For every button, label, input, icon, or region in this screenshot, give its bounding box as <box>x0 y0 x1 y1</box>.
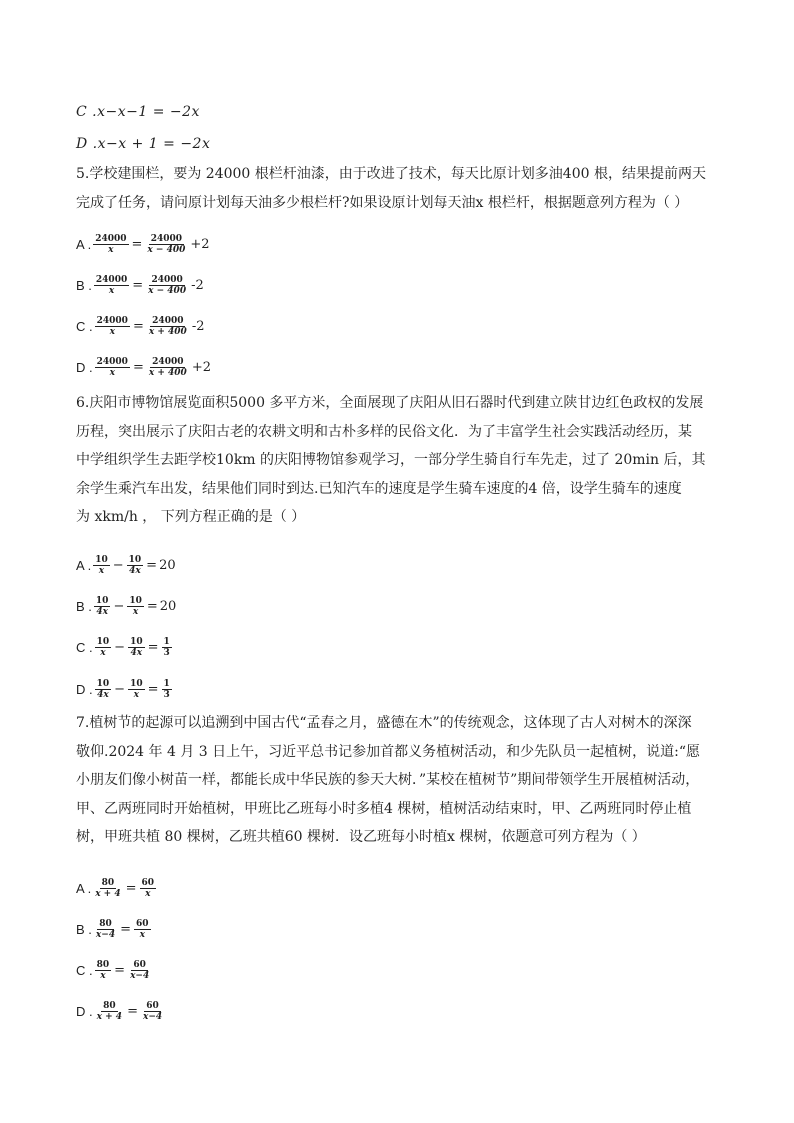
q7-option-b: B . $\frac{80}{x-4}$ = $\frac{60}{x}$ <box>76 918 149 940</box>
option-label: A . <box>76 880 92 896</box>
q6-stem-line5: 为 xkm/h ， 下列方程正确的是（ ） <box>76 509 306 525</box>
fraction: $\frac{24000}{x - 400}$ <box>148 274 187 296</box>
q7-stem-line1: 7.植树节的起源可以追溯到中国古代“孟春之月，盛德在木”的传统观念，这体现了古人对树木的深深 <box>76 715 692 731</box>
q6-option-a: A . $\frac{10}{x}$ − $\frac{10}{4x}$ = 20 <box>76 554 176 576</box>
fraction: $\frac{80}{x}$ <box>96 959 110 981</box>
fraction: $\frac{1}{3}$ <box>163 636 170 658</box>
q7-stem-line4: 甲、乙两班同时开始植树，甲班比乙班每小时多植4 棵树，植树活动结束时，甲、乙两班同时停止植 <box>76 800 692 817</box>
option-label: C . <box>76 639 93 655</box>
q5-stem <box>76 160 721 217</box>
q5-option-c: C . $\frac{24000}{x}$ = $\frac{24000}{x + 400}$ -2 <box>76 315 205 337</box>
q5-option-a: A . $\frac{24000}{x}$ = $\frac{24000}{x - 400}$ +2 <box>76 233 210 255</box>
q5-stem-line2: 完成了任务，请问原计划每天油多少根栏杆?如果设原计划每天油x 根栏杆，根据题意列方程为（ ） <box>76 194 689 211</box>
fraction: $\frac{24000}{x + 400}$ <box>148 356 187 378</box>
fraction: $\frac{10}{x}$ <box>95 554 108 576</box>
q6-option-c: C . $\frac{10}{x}$ − $\frac{10}{4x}$ = $\frac{1}{3}$ <box>76 636 170 658</box>
fraction: $\frac{10}{4x}$ <box>95 595 109 617</box>
fraction: $\frac{24000}{x}$ <box>95 233 127 255</box>
fraction: $\frac{24000}{x - 400}$ <box>147 233 186 255</box>
option-label: A . <box>76 236 92 252</box>
q6-option-b: B . $\frac{10}{4x}$ − $\frac{10}{x}$ = 20 <box>76 595 177 617</box>
option-label: D . <box>76 359 93 375</box>
fraction: $\frac{24000}{x}$ <box>96 356 128 378</box>
option-label: C . <box>76 318 93 334</box>
q5-stem-line1: 5.学校建围栏，要为 24000 根栏杆油漆，由于改进了技术，每天比原计划多油400 根，结果提前两天 <box>76 166 706 182</box>
q7-option-a: A . $\frac{80}{x + 4}$ = $\frac{60}{x}$ <box>76 877 155 899</box>
fraction: $\frac{10}{4x}$ <box>96 678 110 700</box>
q7-option-c: C . $\frac{80}{x}$ = $\frac{60}{x-4}$ <box>76 959 150 981</box>
option-label: C . <box>76 962 93 978</box>
q6-option-d: D . $\frac{10}{4x}$ − $\frac{10}{x}$ = $\frac{1}{3}$ <box>76 678 170 700</box>
option-label: D . <box>76 1003 93 1019</box>
fraction: $\frac{80}{x + 4}$ <box>95 877 121 899</box>
q7-stem-line2: 敬仰.2024 年 4 月 3 日上午，习近平总书记参加首都义务植树活动，和少先队员一起植树，说道:“愿 <box>76 743 701 760</box>
option-label: B . <box>76 921 92 937</box>
q4-option-c: C .x−x−1 = −2x <box>76 104 200 120</box>
fraction: $\frac{80}{x + 4}$ <box>96 1000 123 1022</box>
fraction: $\frac{24000}{x + 400}$ <box>148 315 187 337</box>
fraction: $\frac{10}{x}$ <box>96 636 110 658</box>
q5-option-d: D . $\frac{24000}{x}$ = $\frac{24000}{x + 400}$ +2 <box>76 356 211 378</box>
q7-option-d: D . $\frac{80}{x + 4}$ = $\frac{60}{x-4}$ <box>76 1000 163 1022</box>
option-label: A . <box>76 557 92 573</box>
q6-stem <box>76 389 721 532</box>
q6-stem-line3: 中学组织学生去距学校10km 的庆阳博物馆参观学习，一部分学生骑自行车先走，过了 20min 后，其 <box>76 452 706 468</box>
fraction: $\frac{80}{x-4}$ <box>95 918 116 940</box>
fraction: $\frac{10}{x}$ <box>129 595 142 617</box>
fraction: $\frac{10}{4x}$ <box>128 554 142 576</box>
fraction: $\frac{24000}{x}$ <box>95 274 128 296</box>
q7-stem <box>76 709 721 852</box>
option-label: B . <box>76 277 92 293</box>
q6-stem-line1: 6.庆阳市博物馆展览面积5000 多平方米，全面展现了庆阳从旧石器时代到建立陕甘边红色政权的发展 <box>76 395 704 411</box>
fraction: $\frac{24000}{x}$ <box>96 315 128 337</box>
fraction: $\frac{10}{4x}$ <box>130 636 143 658</box>
fraction: $\frac{60}{x-4}$ <box>130 959 150 981</box>
q7-stem-line3: 小朋友们像小树苗一样，都能长成中华民族的参天大树．”某校在植树节”期间带领学生开展植树活动， <box>76 772 700 788</box>
option-label: D . <box>76 681 93 697</box>
option-label: B . <box>76 598 92 614</box>
q6-stem-line4: 余学生乘汽车出发，结果他们同时到达.已知汽车的速度是学生骑车速度的4 倍，设学生骑车的速度 <box>76 480 682 497</box>
q4-option-d: D .x−x + 1 = −2x <box>76 136 211 152</box>
fraction: $\frac{60}{x}$ <box>141 877 155 899</box>
q7-stem-line5: 树，甲班共植 80 棵树，乙班共植60 棵树．设乙班每小时植x 棵树，依题意可列方程为（ ） <box>76 829 646 845</box>
fraction: $\frac{1}{3}$ <box>163 678 170 700</box>
fraction: $\frac{10}{x}$ <box>130 678 143 700</box>
q6-stem-line2: 历程，突出展示了庆阳古老的农耕文明和古朴多样的民俗文化．为了丰富学生社会实践活动经历，某 <box>76 423 692 440</box>
fraction: $\frac{60}{x-4}$ <box>142 1000 163 1022</box>
q5-option-b: B . $\frac{24000}{x}$ = $\frac{24000}{x - 400}$ -2 <box>76 274 204 296</box>
fraction: $\frac{60}{x}$ <box>135 918 149 940</box>
